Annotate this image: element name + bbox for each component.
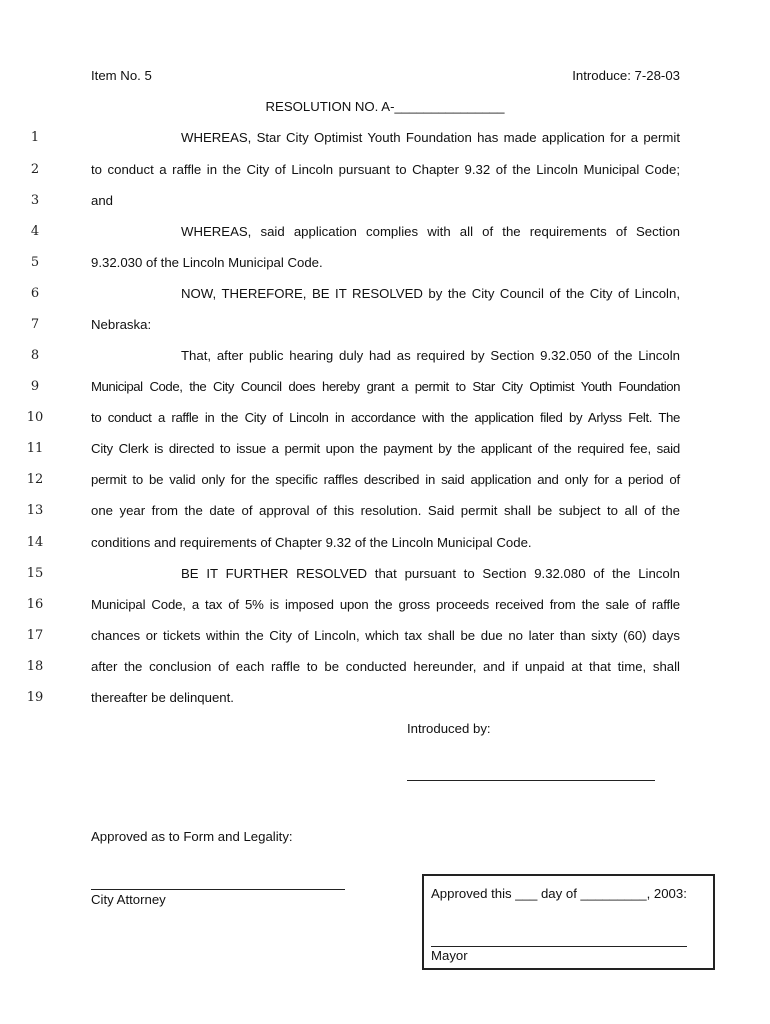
mayor-signature-line	[431, 946, 687, 947]
body-line: Municipal Code, the City Council does hereby grant a permit to Star City Optimist Youth Foundation	[91, 379, 680, 394]
header-item-no: Item No. 5	[91, 68, 152, 83]
line-number: 12	[26, 472, 44, 487]
body-line: thereafter be delinquent.	[91, 690, 234, 705]
line-number: 19	[26, 690, 44, 705]
mayor-approval-box	[422, 874, 715, 970]
city-attorney-label: City Attorney	[91, 892, 166, 907]
line-number: 2	[30, 162, 40, 177]
introduced-by-label: Introduced by:	[407, 721, 491, 736]
introduced-by-signature-line	[407, 780, 655, 781]
body-line: WHEREAS, Star City Optimist Youth Foundation has made application for a permit	[181, 130, 680, 145]
city-attorney-signature-line	[91, 889, 345, 890]
body-line: WHEREAS, said application complies with all of the requirements of Section	[181, 224, 680, 239]
body-line: Municipal Code, a tax of 5% is imposed upon the gross proceeds received from the sale of raffle	[91, 597, 680, 612]
body-line: conditions and requirements of Chapter 9.32 of the Lincoln Municipal Code.	[91, 535, 532, 550]
line-number: 5	[30, 255, 40, 270]
body-line: Nebraska:	[91, 317, 152, 332]
body-line: one year from the date of approval of this resolution. Said permit shall be subject to all of the	[91, 503, 680, 518]
line-number: 13	[26, 503, 44, 518]
line-number: 3	[30, 193, 40, 208]
line-number: 15	[26, 566, 44, 581]
line-number: 14	[26, 535, 44, 550]
body-line: to conduct a raffle in the City of Lincoln pursuant to Chapter 9.32 of the Lincoln Municipal Code;	[91, 162, 680, 177]
line-number: 17	[26, 628, 44, 643]
line-number: 4	[30, 224, 40, 239]
line-number: 9	[30, 379, 40, 394]
body-line: and	[91, 193, 114, 208]
mayor-label: Mayor	[431, 948, 468, 963]
body-line: 9.32.030 of the Lincoln Municipal Code.	[91, 255, 323, 270]
approved-this-text: Approved this ___ day of _________, 2003:	[431, 886, 687, 901]
line-number: 11	[26, 441, 44, 456]
resolution-title: RESOLUTION NO. A-_______________	[265, 99, 505, 114]
body-line: to conduct a raffle in the City of Lincoln in accordance with the application filed by Arlyss Felt. The	[91, 410, 680, 425]
line-number: 6	[30, 286, 40, 301]
body-line: permit to be valid only for the specific raffles described in said application and only for a period of	[91, 472, 680, 487]
line-number: 16	[26, 597, 44, 612]
line-number: 18	[26, 659, 44, 674]
body-line: after the conclusion of each raffle to be conducted hereunder, and if unpaid at that time, shall	[91, 659, 680, 674]
approved-form-label: Approved as to Form and Legality:	[91, 829, 293, 844]
body-line: NOW, THEREFORE, BE IT RESOLVED by the City Council of the City of Lincoln,	[181, 286, 680, 301]
line-number: 10	[26, 410, 44, 425]
body-line: That, after public hearing duly had as required by Section 9.32.050 of the Lincoln	[181, 348, 680, 363]
body-line: chances or tickets within the City of Lincoln, which tax shall be due no later than sixty (60) days	[91, 628, 680, 643]
header-introduce-date: Introduce: 7-28-03	[572, 68, 680, 83]
body-line: BE IT FURTHER RESOLVED that pursuant to Section 9.32.080 of the Lincoln	[181, 566, 680, 581]
line-number: 7	[30, 317, 40, 332]
body-line: City Clerk is directed to issue a permit upon the payment by the applicant of the required fee, said	[91, 441, 680, 456]
line-number: 8	[30, 348, 40, 363]
line-number: 1	[30, 130, 40, 145]
